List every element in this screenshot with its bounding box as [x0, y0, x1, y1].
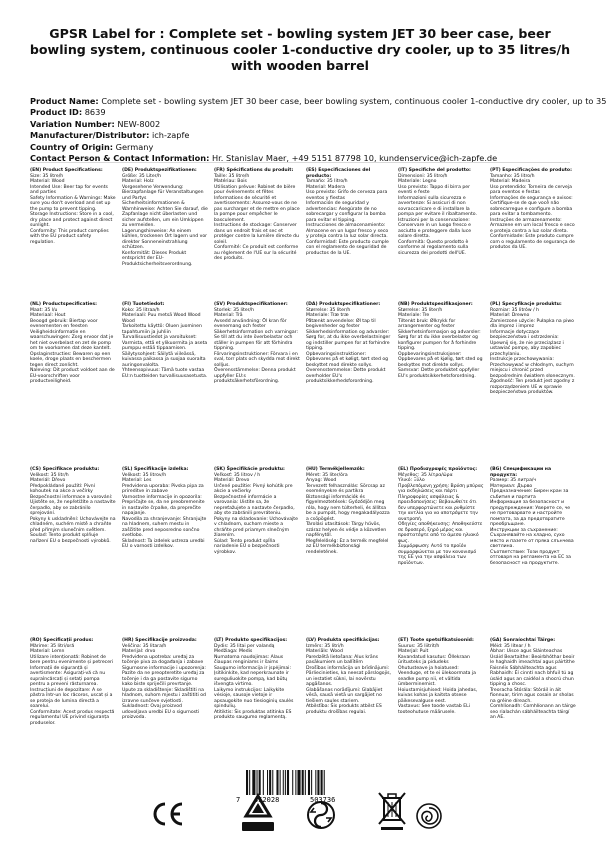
spec-text: Größe: 35 Liter/h Material: Holz Vorgesehene Verwendung: Bierzapfanlage für Veranstaltungen und Partys Sicherheitsinformationen & Warnhinweise: Achten Sie darauf, die Zapfanlage nicht überlasten und sicher aufstellen, um ein Umkippen zu vermeiden. Lagerungshinweise: An einem kühlen, trockenen Ort lagern und vor direkter Sonneneinstrahlung schützen. Konformität: Dieses Produkt entspricht der EU-Produktsicherheitsverordnung.	[122, 173, 208, 267]
info-label: Contact Person & Contact Information:	[30, 152, 210, 163]
spec-heading: (EN) Product Specifications:	[30, 168, 103, 173]
barcode-bar	[321, 770, 323, 795]
barcode-bar	[283, 770, 284, 795]
spec-heading: (SK) Špecifikácie produktu:	[214, 467, 285, 472]
spec-block	[490, 168, 576, 298]
spec-text: Velikost: 35 litrov/h Material: Les Predvidena uporaba: Pivska pipa za prireditve in zabave Varnostne informacije in opozorila: Prepričajte se, da ne preobremenite in nastavite črpalke, da preprečite napajanje. Navodila za shranjevanje: Shranjujte na hladnem, suhem mestu in zaščitite pred neposredno sončno svetlobo. Skladnost: Ta izdelek ustreza uredbi EU o varnosti izdelkov.	[122, 472, 207, 549]
barcode-bar	[295, 770, 296, 795]
spec-text: Storlek: 35 liter/h Material: Trä Avsedd användning: Öl kran för evenemang och fester Säkerhetsinformation och varningar: Se till att du inte överbelastar och ställer in pumpen för att förhindra tippning. Förvaringsinstruktioner: Förvara i en sval, torr plats och skydda mot direkt solljus. Överensstämmelse: Denna produkt uppfyller EU:s produktsäkerhetsförordning.	[214, 307, 300, 384]
spec-block	[214, 302, 300, 464]
spec-heading: (IT) Specifiche del prodotto:	[398, 168, 471, 173]
spec-block	[306, 302, 392, 464]
spec-text: Size: 35 litre/h Material: Wood Intended Use: Beer tap for events and parties Safety Information & Warnings: Make sure you don't overload and set up the pump to prevent tipping. Storage Instructions: Store in a cool, dry place and protect against direct sunlight. Conformity: This product complies with the EU product safety regulation.	[30, 173, 116, 245]
spec-block	[398, 302, 484, 464]
barcode-bar	[311, 770, 312, 795]
spec-block	[30, 467, 116, 635]
spec-heading: (HR) Specifikacije proizvoda:	[122, 638, 197, 643]
spec-heading: (BG) Спецификации на продукта:	[490, 467, 552, 478]
info-row-country	[30, 142, 590, 153]
info-value: ich-zapfe	[152, 130, 190, 141]
barcode-bar	[324, 770, 325, 795]
spec-block	[30, 302, 116, 464]
product-info	[30, 96, 606, 164]
green-dot-icon	[306, 800, 336, 830]
divider	[30, 162, 570, 163]
spec-block	[214, 168, 300, 298]
barcode-bar	[302, 770, 304, 795]
spec-block	[398, 638, 484, 758]
fsc-recycling-icon	[238, 792, 278, 836]
spec-text: Dydis: 35 litai per valandą Medžiaga: Medis Numatoma naudojimas: Alaus čiaupas renginiams ir šaims Saugumo informacija ir įspėjimai: Įsitikinkite, kad neperkraunate ir sureguliuokite pompą, kad būtų išvengta virtimo. Laikymo instrukcijos: Laikykite vėsioje, sausoje vietoje ir apsaugokite nuo tiesioginių saulės spindulių. Atitiktis: Šis produktas atitinka ES produkto saugumo reglamentą.	[214, 643, 294, 720]
spec-block	[490, 467, 576, 635]
barcode-bar	[317, 770, 319, 795]
spec-heading: (FI) Tuotetiedot:	[122, 302, 165, 307]
spec-heading: (LV) Produkta specifikācijas:	[306, 638, 380, 643]
spec-block	[306, 638, 392, 758]
spec-text: Méret: 35 liter/óra Anyag: Wood Tervezett felhasználás: Sörcsap az eseményekre és partikra Biztonsági információk és figyelmeztetések: Győződjön meg róla, hogy nem túlterheli, és állítsa be a pumpát, hogy megakadályozza a csöpögést. Tárolási utasítások: Tárgy hűvös, száraz helyen és védje a közvetlen napfénytől. Megfelelőség: Ez a termék megfelel az EU termékbiztonsági rendeletének.	[306, 472, 390, 555]
spec-text: Tamanho: 35 litro/h Material: Madeira Uso pretendido: Torneira de cerveja para eventos e festas Informações de segurança e avisos: Certifique-se de que você não sobrecarregue e configure a bomba para evitar a tombamento. Instruções de armazenamento: Armazene em um local fresco e seco e proteja contra a luz solar direta. Conformidade: Este produto cumpre com o regulamento de segurança de produtos da UE.	[490, 173, 575, 250]
spec-block	[122, 302, 208, 464]
spec-text: Μέγεθος: 35 λίτρα/ώρα Υλικό: Ξύλο Προβλεπόμενη χρήση: Βρύση μπύρας για εκδηλώσεις και πάρτι Πληροφορίες ασφάλειας & προειδοποιήσεις: Βεβαιωθείτε ότι δεν υπερφορτώνετε και ρυθμίστε την αντλία για να αποτρέψετε την ανατροπή. Οδηγίες αποθήκευσης: Αποθηκεύστε σε δροσερό, ξηρό μέρος και προστατέψτε από το άμεσο ηλιακό φως. Συμμόρφωση: Αυτό το προϊόν συμμορφώνεται με τον κανονισμό της ΕΕ για την ασφάλεια των προϊόντων.	[398, 472, 484, 566]
spec-text: Velikost: 35 litr/h Materiál: Dřevo Předpokládané použití: Pivní kohoutek na akce a večírky Bezpečnostní informace a varování: Ujistěte se, že nepřetížíte a nastavíte čerpadlo, aby se zabránilo sprejování. Pokyny k uskladnění: Uchovávejte na chladném, suchém místě a chraňte před přímým slunečním světlem. Soulad: Tento produkt splňuje nařízení EU o bezpečnosti výrobků.	[30, 472, 116, 544]
spec-text: Izmērs: 35 litri/h Materiāls: Wood Paredzētā lietošana: Alus krāns pasākumiem un ballītēm Drošības informācija un brīdinājumi: Pārliecinieties, ka neesat pārslogojis, un iestatiet sūkni, lai novērstu apgāšanos. Glabāšanas norādījumi: Glabājiet vēsā, sausā vietā un sargājiet no tiešiem saules stariem. Atbilstība: Šis produkts atbilst ES produktu drošības regulai.	[306, 643, 392, 715]
barcode-bar	[287, 770, 289, 795]
spec-text: Размер: 35 литра/ч Материал: Дърво Предназначение: Бирен кран за събития и партита Информация за безопасност и предупреждения: Уверете се, че не претоварвате и настройте помпата, за да предотвратите преобръщане. Инструкции за съхранение: Съхранявайте на хладно, сухо място и пазете от пряка слънчева светлина. Съответствие: Този продукт отговаря на регламента на ЕС за безопасност на продуктите.	[490, 478, 574, 566]
spec-text: Tamaño: 35 litro/h Material: Madera Uso previsto: Grifo de cerveza para eventos y fiestas Información de seguridad y advertencias: Asegúrate de no sobrecargar y configurar la bomba para evitar el tipping. Instrucciones de almacenamiento: Almacene en un lugar fresco y seco y proteja contra la luz solar directa. Conformidad: Este producto cumple con el reglamento de seguridad de productos de la UE.	[306, 179, 389, 256]
info-value: Germany	[115, 141, 154, 152]
spec-text: Koko: 35 litraa/h Materiaali: Puu metsä Wood Wood Wood Tarkoitettu käyttö: Oluen juominen tapahtumiin ja juhliin Turvallisuustiedot ja varoitukset: Varmista, että et ylikuormita ja aseta pumppu estää tippaamisen. Säilytysohjeet: Säilytä viileässä, kuivassa paikassa ja suojaa suoralta auringonvalolta. Yhteensopivuus: Tämä tuote vastaa EU:n tuotteiden turvallisuusasetusta.	[122, 307, 208, 379]
spec-block	[214, 467, 300, 635]
spec-block	[214, 638, 300, 758]
ce-mark-icon	[150, 800, 186, 828]
spec-block	[122, 168, 208, 298]
info-label: Manufacturer/Distributor:	[30, 130, 150, 141]
info-label: Country of Origin:	[30, 141, 114, 152]
spec-text: Størrelse: 35 liter/h Materiale: Træ træ Påtænkt anvendelse: Øl tap til begivenheder og fester Sikkerhedsinformation og advarsler: Sørg for, at du ikke overbelastninger og indstiller pumpen for at forhindre tipping. Opbevaringsinstruktioner: Opbevares på et køligt, tørt sted og beskyttet mod direkte sollys. Overensstemmelse: Dette produkt overholder EU's produktsikkerhedsforordning.	[306, 307, 391, 384]
spec-heading: (DA) Produktspecifikationer:	[306, 302, 381, 307]
info-value: NEW-8002	[117, 118, 161, 129]
spec-heading: (EL) Προδιαγραφές προϊόντος:	[398, 467, 478, 472]
spec-heading: (FR) Spécifications du produit:	[214, 168, 294, 173]
spec-block	[30, 638, 116, 758]
spec-block	[122, 638, 208, 758]
spec-heading: (NL) Productspecificaties:	[30, 302, 97, 307]
barcode-bar	[292, 770, 293, 795]
spec-heading: (RO) Specificații produs:	[30, 638, 94, 643]
spec-heading: (ES) Especificaciones del producto:	[306, 168, 371, 179]
barcode-bar	[305, 770, 306, 795]
spiral-logo-icon	[414, 802, 444, 830]
spec-heading: (LT) Produkto specifikacijos:	[214, 638, 288, 643]
spec-text: Rozmiar: 35 litrów / h Materiał: Drewno Zamierzone użycie: Pułapka na piwo dla imprez i imprez Informacje dotyczące bezpieczeństwa i ostrzeżenia: Upewnij się, że nie przeciążasz i ustawiać pompę, aby zapobiec przechylaniu. Instrukcje przechowywania: Przechowywać w chłodnym, suchym miejscu i chronić przed bezpośrednim światłem słonecznym. Zgodność: Ten produkt jest zgodny z rozporządzeniem UE w sprawie bezpieczeństwa produktów.	[490, 307, 575, 395]
info-row-product-name	[30, 96, 606, 107]
spec-heading: (GA) Sonraíochtaí Táirge:	[490, 638, 556, 643]
spec-heading: (SV) Produktspecifikationer:	[214, 302, 288, 307]
spec-heading: (CS) Specifikace produktu:	[30, 467, 100, 472]
spec-text: Suurus: 35 liitrit/h Materjal: Puit Kavandatud kasutus: Õllekraan üritusteks ja pidudeks Ohutusteave ja hoiatused: Veenduge, et te ei ülekoormata ja seadke pump nii, et vältida ümberminemist. Hoiustamisjuhised: Hoida jahedas, kuivas kohas ja kaitsta otsese päikesevalguse eest. Vastavus: See toode vastab ELi tooteohutuse määrusele.	[398, 643, 478, 715]
spec-text: Veľkosť: 35 litrov / h Materiál: Drevo Určené použitie: Pivný kohútik pre akcie a večierky Bezpečnostné informácie a varovania: Uistite sa, že nepreťažujete a nastavte čerpadlo, aby ste zabránili prevráteniu. Pokyny na skladovanie: Uchovávajte v chladnom, suchom mieste a chráňte pred priamym slnečným žiarením. Súlad: Tento produkt spĺňa nariadenie EÚ o bezpečnosti výrobkov.	[214, 472, 298, 555]
spec-block	[306, 168, 392, 298]
spec-heading: (PL) Specyfikacje produktu:	[490, 302, 562, 307]
info-label: Product Name:	[30, 96, 99, 106]
info-value: 8639	[84, 107, 106, 118]
spec-block	[490, 638, 576, 758]
spec-block	[306, 467, 392, 635]
barcode-digits-left: 452028	[254, 796, 280, 804]
info-row-manufacturer	[30, 130, 590, 141]
spec-block	[398, 168, 484, 298]
barcode-bar	[285, 770, 286, 795]
barcode-bar	[315, 770, 316, 795]
spec-text: Størrelse: 35 liter/h Materiale: Tre Tiltenkt bruk: Ølkrykk for arrangementer og fester Sikkerhetsinformasjon og advarsler: Sørg for at du ikke overbelaster og konfigurer pumpen for å forhindre tipping. Oppbevaringsinstruksjoner: Oppbevares på et kjølig, tørt sted og beskyttes mot direkte sollys. Samsvar: Dette produktet oppfyller EU's produktsikkerhetsforordning.	[398, 307, 483, 379]
spec-text: Taille: 35 litre/h Matériau: Bois Utilisation prévue: Robinet de bière pour événements et fêtes Informations de sécurité et avertissements: Assurez-vous de ne pas surcharger et de mettre en place la pompe pour empêcher le basculement. Instructions de stockage: Conserver dans un endroit frais et sec et protéger contre la lumière directe du soleil. Conformité: Ce produit est conforme au règlement de l'UE sur la sécurité des produits.	[214, 173, 300, 261]
info-row-variation-number	[30, 119, 590, 130]
spec-block	[398, 467, 484, 635]
barcode-digits-right: 503736	[310, 796, 336, 804]
spec-heading: (DE) Produktspezifikationen:	[122, 168, 197, 173]
spec-heading: (NB) Produktspesifikasjoner:	[398, 302, 473, 307]
barcode-bar	[308, 770, 310, 795]
spec-block	[122, 467, 208, 635]
spec-text: Mărime: 35 litri/oră Material: Lemn Utilizare intenționată: Robinet de bere pentru evenimente și petreceri Informații de siguranță și avertismente: Asigurați-vă că nu supraîncărcați și setați pompa pentru a preveni răsturnarea. Instrucțiuni de depozitare: A se păstra într-un loc răcoros, uscat și a se proteja de lumina directă a soarelui. Conformitate: Acest produs respectă regulamentul UE privind siguranța produselor.	[30, 643, 115, 726]
spec-text: Veličina: 35 litara/h Materijal: drvo Predviđena upotreba: uređaj za točenje piva za događanja i zabave Sigurnosne informacije i upozorenja: Pazite da ne preopteretite uređaj za točenje i da ga postavite sigurno kako biste spriječili prevrtanje. Upute za skladištenje: Skladištiti na hladnom, suhom mjestu i zaštititi od izravne sunčeve svjetlosti. Sukladnost: Ovaj proizvod udovoljava uredbi EU o sigurnosti proizvoda.	[122, 643, 206, 720]
page-title: GPSR Label for : Complete set - bowling system JET 30 beer case, beer bowling system, continuous cooler 1-conductive dry cooler, up to 35 litres/h with wooden barrel	[29, 26, 571, 73]
spec-block	[30, 168, 116, 298]
spec-heading: (PT) Especificações do produto:	[490, 168, 572, 173]
spec-text: Maat: 35 l/u Materiaal: Hout Beoogd gebruik: Biertap voor evenementen en feesten Veiligheidsinformatie en waarschuwingen: Zorg ervoor dat je het niet overbelast en zet de pomp om te voorkomen dat deze kantelt. Opslaginstructies: Bewaren op een koele, droge plaats en beschermen tegen direct zonlicht. Naleving: Dit product voldoet aan de EU-voorschriften voor productveiligheid.	[30, 307, 115, 384]
spec-heading: (SL) Specifikacije izdelka:	[122, 467, 189, 472]
info-label: Product ID:	[30, 107, 83, 118]
spec-block	[490, 302, 576, 464]
info-value: Hr. Stanislav Maer, +49 5151 87798 10, kundenservice@ich-zapfe.de	[212, 152, 498, 163]
spec-heading: (HU) Termékjellemzők:	[306, 467, 365, 472]
info-value: Complete set - bowling system JET 30 beer case, beer bowling system, continuous cooler 1-conductive dry cooler, up to 35	[101, 96, 606, 106]
barcode-bar	[280, 770, 281, 795]
weee-crossed-bin-icon	[376, 790, 408, 832]
spec-heading: (ET) Toote spetsifikatsioonid:	[398, 638, 474, 643]
spec-text: Dimensioni: 35 litro/h Materiale: Legno Uso previsto: Tappo di birra per eventi e feste Informazioni sulla sicurezza e avvertenze: Si assicuri di non sovraccaricare e di installare la pompa per evitare il ribaltamento. Istruzioni per la conservazione: Conservare in un luogo fresco e asciutto e proteggere dalla luce solare diretta. Conformità: Questo prodotto è conforme al regolamento sulla sicurezza dei prodotti dell'UE.	[398, 173, 477, 256]
barcode-digit-prefix: 7	[236, 796, 241, 804]
barcode-bar	[297, 770, 300, 795]
info-row-product-id	[30, 107, 590, 118]
info-label: Variation Number:	[30, 118, 115, 129]
spec-text: Méid: 35 lítear / h Ábhar: Uisce agus Sláinteachas Úsáid Beartaithe: Beoirbhóthar beoir le haghaidh imeachtaí agus páirtithe Faisnéis Sábháilteachta agus Rabhaidh: Éí cinntí nach bhfuil tú ag úsáid agus an caidéal a shocrú chun tipping a chosc. Treoracha Stórála: Stóráil in áit fionnuar, tirim agus cosain ar sholas na gréine díreach. Comhlíonadh: Comhlíonann an táirge seo rialachán sábháilteachta táirgí an AE.	[490, 643, 576, 720]
